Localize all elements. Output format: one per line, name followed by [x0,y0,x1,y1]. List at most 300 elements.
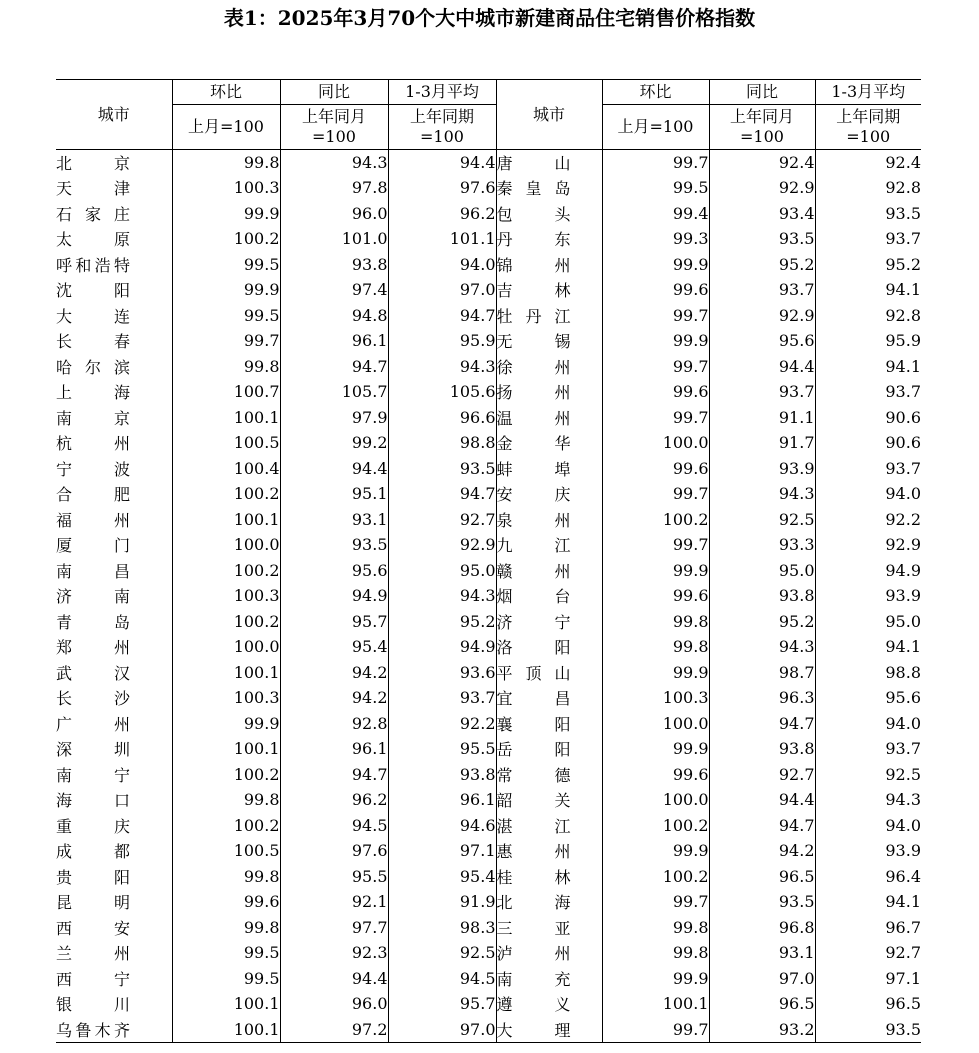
city-cell: 唐山 [496,150,602,176]
city-cell: 温州 [496,405,602,431]
avg-cell: 94.1 [885,637,921,657]
avg-cell: 95.4 [388,864,496,890]
mom-cell: 99.6 [602,583,709,609]
mom-cell: 100.2 [602,813,709,839]
yoy-cell: 94.7 [280,762,388,788]
yoy-cell: 94.4 [709,354,815,380]
mom-cell: 99.9 [602,966,709,992]
yoy-cell: 98.7 [709,660,815,686]
yoy-cell: 96.5 [709,864,815,890]
yoy-cell: 93.8 [280,252,388,278]
mom-cell: 99.7 [602,889,709,915]
mom-cell: 99.8 [172,150,280,176]
avg-cell: 94.1 [885,356,921,376]
avg-cell: 97.0 [388,1017,496,1043]
mom-cell: 99.9 [602,660,709,686]
mom-cell: 99.8 [172,915,280,941]
yoy-cell: 93.1 [709,940,815,966]
avg-cell: 90.6 [885,433,921,453]
avg-cell: 94.4 [388,150,496,176]
avg-cell: 92.4 [885,153,921,172]
table-row [56,915,921,941]
mom-cell: 99.9 [602,558,709,584]
avg-cell: 93.9 [885,841,921,861]
mom-cell: 100.2 [172,609,280,635]
yoy-cell: 96.1 [280,328,388,354]
city-cell: 无锡 [496,328,602,354]
avg-cell: 92.8 [885,305,921,325]
city-cell: 合肥 [56,481,172,507]
mom-cell: 100.1 [172,736,280,762]
mom-cell: 100.2 [172,558,280,584]
yoy-cell: 94.4 [280,966,388,992]
mom-cell: 99.5 [172,966,280,992]
yoy-cell: 97.4 [280,277,388,303]
yoy-cell: 97.0 [709,966,815,992]
table-row [56,1017,921,1043]
city-cell: 宁波 [56,456,172,482]
yoy-cell: 95.4 [280,634,388,660]
yoy-cell: 92.9 [709,303,815,329]
table-row [56,201,921,227]
yoy-cell: 94.7 [280,354,388,380]
mom-cell: 99.9 [602,838,709,864]
mom-cell: 99.7 [602,303,709,329]
yoy-cell: 96.2 [280,787,388,813]
avg-cell: 94.3 [388,583,496,609]
yoy-cell: 97.2 [280,1017,388,1043]
city-cell: 大连 [56,303,172,329]
table-row [56,889,921,915]
yoy-cell: 95.1 [280,481,388,507]
avg-cell: 98.3 [388,915,496,941]
city-cell: 乌鲁木齐 [56,1017,172,1043]
table-row [56,762,921,788]
mom-cell: 100.1 [172,1017,280,1043]
mom-cell: 99.6 [602,762,709,788]
yoy-cell: 94.2 [709,838,815,864]
yoy-cell: 91.7 [709,430,815,456]
yoy-cell: 105.7 [280,379,388,405]
city-cell: 泸州 [496,940,602,966]
yoy-cell: 93.9 [709,456,815,482]
city-cell: 徐州 [496,354,602,380]
yoy-cell: 96.3 [709,685,815,711]
avg-cell: 95.5 [388,736,496,762]
avg-cell: 98.8 [885,662,921,682]
avg-cell: 91.9 [388,889,496,915]
yoy-cell: 96.0 [280,201,388,227]
avg-cell: 93.7 [388,685,496,711]
table-row [56,328,921,354]
avg-cell: 96.5 [885,994,921,1014]
avg-cell: 95.2 [388,609,496,635]
city-cell: 泉州 [496,507,602,533]
header-yoy-left: 同比 [280,80,388,105]
page-title: 表1：2025年3月70个大中城市新建商品住宅销售价格指数 [223,6,756,30]
city-cell: 牡丹江 [496,303,602,329]
mom-cell: 100.1 [172,405,280,431]
avg-cell: 93.9 [885,586,921,606]
city-cell: 西宁 [56,966,172,992]
table-row [56,277,921,303]
table-row [56,685,921,711]
city-cell: 南京 [56,405,172,431]
yoy-cell: 94.3 [709,481,815,507]
avg-cell: 92.9 [885,535,921,555]
city-cell: 青岛 [56,609,172,635]
table-row [56,660,921,686]
yoy-cell: 96.0 [280,991,388,1017]
price-index-table [56,79,921,1043]
avg-cell: 94.1 [885,280,921,300]
city-cell: 襄阳 [496,711,602,737]
table-row [56,711,921,737]
mom-cell: 100.3 [172,583,280,609]
avg-cell: 93.5 [388,456,496,482]
avg-cell: 101.1 [388,226,496,252]
avg-cell: 95.6 [885,688,921,708]
avg-cell: 94.7 [388,303,496,329]
city-cell: 厦门 [56,532,172,558]
yoy-cell: 96.8 [709,915,815,941]
city-cell: 济南 [56,583,172,609]
yoy-cell: 97.6 [280,838,388,864]
table-row [56,940,921,966]
table-row [56,966,921,992]
mom-cell: 100.2 [172,226,280,252]
city-cell: 深圳 [56,736,172,762]
city-cell: 银川 [56,991,172,1017]
mom-cell: 100.0 [172,532,280,558]
city-cell: 三亚 [496,915,602,941]
table-row [56,481,921,507]
yoy-cell: 94.3 [280,150,388,176]
avg-cell: 95.9 [885,331,921,351]
mom-cell: 100.5 [172,838,280,864]
avg-cell: 94.9 [885,560,921,580]
mom-cell: 99.9 [172,711,280,737]
avg-cell: 92.8 [885,178,921,198]
table-row [56,813,921,839]
city-cell: 惠州 [496,838,602,864]
mom-cell: 99.5 [172,940,280,966]
city-cell: 太原 [56,226,172,252]
mom-cell: 100.0 [602,430,709,456]
mom-cell: 100.2 [172,813,280,839]
mom-cell: 99.8 [602,609,709,635]
city-cell: 郑州 [56,634,172,660]
yoy-cell: 93.7 [709,379,815,405]
city-cell: 宜昌 [496,685,602,711]
table-row [56,379,921,405]
mom-cell: 99.9 [172,277,280,303]
mom-cell: 99.6 [602,277,709,303]
avg-cell: 93.7 [885,458,921,478]
avg-cell: 105.6 [388,379,496,405]
yoy-cell: 92.9 [709,175,815,201]
city-cell: 烟台 [496,583,602,609]
mom-cell: 100.3 [602,685,709,711]
city-cell: 武汉 [56,660,172,686]
mom-cell: 99.6 [602,379,709,405]
city-cell: 海口 [56,787,172,813]
city-cell: 昆明 [56,889,172,915]
avg-cell: 94.9 [388,634,496,660]
avg-cell: 96.2 [388,201,496,227]
avg-cell: 92.5 [885,764,921,784]
yoy-cell: 95.2 [709,252,815,278]
table-row [56,175,921,201]
mom-cell: 100.1 [602,991,709,1017]
header-mom-right: 环比 [602,80,709,105]
city-cell: 天津 [56,175,172,201]
city-cell: 上海 [56,379,172,405]
avg-cell: 94.3 [388,354,496,380]
avg-cell: 97.6 [388,175,496,201]
city-cell: 平顶山 [496,660,602,686]
table-row [56,558,921,584]
yoy-cell: 94.4 [280,456,388,482]
avg-cell: 92.2 [885,509,921,529]
yoy-cell: 94.8 [280,303,388,329]
avg-cell: 95.7 [388,991,496,1017]
table-row [56,354,921,380]
mom-cell: 100.0 [602,787,709,813]
avg-cell: 94.0 [885,815,921,835]
mom-cell: 99.6 [602,456,709,482]
table-row [56,150,921,176]
city-cell: 贵阳 [56,864,172,890]
mom-cell: 100.3 [172,685,280,711]
yoy-cell: 94.7 [709,813,815,839]
avg-cell: 93.8 [388,762,496,788]
yoy-cell: 93.7 [709,277,815,303]
table-row [56,609,921,635]
header-avg-left: 1-3月平均 [388,80,496,105]
avg-cell: 97.1 [885,968,921,988]
yoy-cell: 92.5 [709,507,815,533]
mom-cell: 100.2 [172,762,280,788]
mom-cell: 99.9 [602,736,709,762]
mom-cell: 99.5 [172,252,280,278]
city-cell: 济宁 [496,609,602,635]
mom-cell: 100.1 [172,660,280,686]
avg-cell: 95.2 [885,254,921,274]
city-cell: 蚌埠 [496,456,602,482]
table-row [56,583,921,609]
table-row [56,303,921,329]
header-city-left: 城市 [56,80,172,150]
table-row [56,838,921,864]
city-cell: 西安 [56,915,172,941]
table-row [56,456,921,482]
city-cell: 大理 [496,1017,602,1043]
yoy-cell: 92.7 [709,762,815,788]
table-row [56,634,921,660]
yoy-cell: 97.9 [280,405,388,431]
mom-cell: 100.2 [602,864,709,890]
mom-cell: 99.8 [602,915,709,941]
mom-cell: 99.6 [172,889,280,915]
mom-cell: 99.5 [172,303,280,329]
yoy-cell: 93.8 [709,736,815,762]
mom-cell: 99.7 [602,481,709,507]
yoy-cell: 93.5 [709,226,815,252]
yoy-cell: 95.0 [709,558,815,584]
mom-cell: 100.0 [172,634,280,660]
mom-cell: 99.8 [602,940,709,966]
yoy-cell: 101.0 [280,226,388,252]
yoy-cell: 94.2 [280,660,388,686]
mom-cell: 99.8 [172,864,280,890]
city-cell: 秦皇岛 [496,175,602,201]
mom-cell: 99.8 [172,787,280,813]
avg-cell: 94.6 [388,813,496,839]
table-row [56,736,921,762]
city-cell: 长沙 [56,685,172,711]
yoy-cell: 94.9 [280,583,388,609]
yoy-cell: 93.8 [709,583,815,609]
mom-cell: 99.8 [172,354,280,380]
yoy-cell: 91.1 [709,405,815,431]
mom-cell: 100.7 [172,379,280,405]
yoy-cell: 99.2 [280,430,388,456]
city-cell: 遵义 [496,991,602,1017]
yoy-cell: 93.4 [709,201,815,227]
avg-cell: 93.6 [388,660,496,686]
city-cell: 杭州 [56,430,172,456]
yoy-cell: 94.7 [709,711,815,737]
header-avg-base-left: 上年同期 =100 [388,105,496,150]
yoy-cell: 95.7 [280,609,388,635]
mom-cell: 99.3 [602,226,709,252]
yoy-cell: 92.4 [709,150,815,176]
avg-cell: 96.6 [388,405,496,431]
table-row [56,532,921,558]
avg-cell: 94.0 [388,252,496,278]
mom-cell: 99.7 [602,150,709,176]
yoy-cell: 93.2 [709,1017,815,1043]
header-mom-base-right: 上月=100 [602,105,709,150]
avg-cell: 93.5 [885,203,921,223]
yoy-cell: 94.2 [280,685,388,711]
avg-cell: 94.1 [885,892,921,912]
avg-cell: 94.3 [885,790,921,810]
city-cell: 长春 [56,328,172,354]
yoy-cell: 92.1 [280,889,388,915]
avg-cell: 96.7 [885,917,921,937]
mom-cell: 100.5 [172,430,280,456]
yoy-cell: 93.5 [709,889,815,915]
yoy-cell: 95.5 [280,864,388,890]
avg-cell: 94.0 [885,713,921,733]
yoy-cell: 92.8 [280,711,388,737]
yoy-cell: 94.3 [709,634,815,660]
city-cell: 安庆 [496,481,602,507]
header-city-right: 城市 [496,80,602,150]
table-row [56,507,921,533]
yoy-cell: 95.6 [709,328,815,354]
city-cell: 赣州 [496,558,602,584]
avg-cell: 90.6 [885,407,921,427]
city-cell: 北海 [496,889,602,915]
city-cell: 南宁 [56,762,172,788]
avg-cell: 97.0 [388,277,496,303]
yoy-cell: 92.3 [280,940,388,966]
avg-cell: 96.1 [388,787,496,813]
yoy-cell: 93.5 [280,532,388,558]
mom-cell: 100.2 [172,481,280,507]
header-yoy-base-left: 上年同月 =100 [280,105,388,150]
avg-cell: 92.5 [388,940,496,966]
header-yoy-right: 同比 [709,80,815,105]
mom-cell: 100.3 [172,175,280,201]
city-cell: 湛江 [496,813,602,839]
city-cell: 锦州 [496,252,602,278]
table-row [56,991,921,1017]
mom-cell: 99.9 [172,201,280,227]
mom-cell: 99.8 [602,634,709,660]
city-cell: 丹东 [496,226,602,252]
city-cell: 哈尔滨 [56,354,172,380]
table-row [56,430,921,456]
header-avg-right: 1-3月平均 [815,80,921,105]
city-cell: 广州 [56,711,172,737]
yoy-cell: 94.4 [709,787,815,813]
city-cell: 北京 [56,150,172,176]
avg-cell: 97.1 [388,838,496,864]
avg-cell: 93.5 [885,1019,921,1039]
avg-cell: 92.7 [885,943,921,963]
mom-cell: 99.7 [602,532,709,558]
mom-cell: 99.4 [602,201,709,227]
avg-cell: 94.5 [388,966,496,992]
city-cell: 福州 [56,507,172,533]
table-row [56,226,921,252]
table-row [56,252,921,278]
avg-cell: 92.2 [388,711,496,737]
yoy-cell: 96.1 [280,736,388,762]
yoy-cell: 96.5 [709,991,815,1017]
city-cell: 九江 [496,532,602,558]
avg-cell: 98.8 [388,430,496,456]
yoy-cell: 93.3 [709,532,815,558]
yoy-cell: 97.7 [280,915,388,941]
table-row [56,864,921,890]
mom-cell: 99.7 [172,328,280,354]
city-cell: 包头 [496,201,602,227]
mom-cell: 100.1 [172,507,280,533]
avg-cell: 93.7 [885,739,921,759]
city-cell: 兰州 [56,940,172,966]
mom-cell: 100.4 [172,456,280,482]
mom-cell: 100.0 [602,711,709,737]
mom-cell: 99.9 [602,328,709,354]
mom-cell: 99.7 [602,1017,709,1043]
avg-cell: 92.7 [388,507,496,533]
city-cell: 常德 [496,762,602,788]
city-cell: 南充 [496,966,602,992]
yoy-cell: 97.8 [280,175,388,201]
mom-cell: 99.9 [602,252,709,278]
mom-cell: 99.7 [602,405,709,431]
yoy-cell: 93.1 [280,507,388,533]
header-yoy-base-right: 上年同月 =100 [709,105,815,150]
city-cell: 韶关 [496,787,602,813]
city-cell: 扬州 [496,379,602,405]
city-cell: 吉林 [496,277,602,303]
